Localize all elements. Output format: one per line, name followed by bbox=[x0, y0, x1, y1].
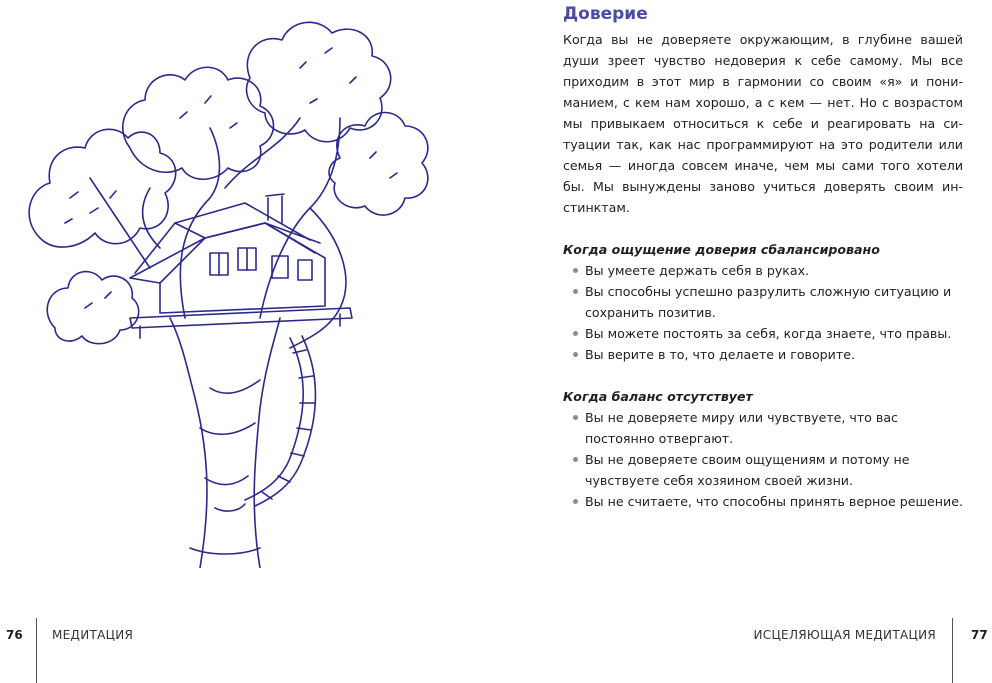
footer-left bbox=[0, 618, 200, 683]
unbalanced-list bbox=[563, 407, 963, 512]
list-item: Вы умеете держать себя в руках. bbox=[563, 260, 963, 281]
list-item: Вы способны успешно разрулить сложную ситуацию и сохранить позитив. bbox=[563, 281, 963, 323]
footer-divider bbox=[952, 618, 953, 683]
balanced-heading: Когда ощущение доверия сбалансировано bbox=[563, 242, 880, 257]
footer-divider bbox=[36, 618, 37, 683]
list-item: Вы не доверяете своим ощущениям и потому не чувствуете себя хозяином своей жизни. bbox=[563, 449, 963, 491]
footer-right bbox=[700, 618, 992, 683]
right-section-label: ИСЦЕЛЯЮЩАЯ МЕДИТАЦИЯ bbox=[753, 628, 936, 642]
right-page-number: 77 bbox=[971, 628, 988, 642]
list-item: Вы не доверяете миру или чувствуете, что вас постоянно отвергают. bbox=[563, 407, 963, 449]
list-item: Вы верите в то, что делаете и говорите. bbox=[563, 344, 963, 365]
left-page-number: 76 bbox=[6, 628, 23, 642]
list-item: Вы не считаете, что способны принять верное решение. bbox=[563, 491, 963, 512]
list-item: Вы можете постоять за себя, когда знаете, что правы. bbox=[563, 323, 963, 344]
unbalanced-heading: Когда баланс отсутствует bbox=[563, 389, 753, 404]
left-section-label: МЕДИТАЦИЯ bbox=[52, 628, 134, 642]
balanced-list bbox=[563, 260, 963, 365]
treehouse-illustration-icon bbox=[10, 8, 450, 568]
intro-paragraph: Когда вы не доверяете окружающим, в глубине вашей души зреет чувство недоверия к себе самому. Мы все приходим в этот мир в гармонии со своим «я» и пониманием, с кем нам хорошо, а с кем — нет. Но с возрастом мы привыкаем относиться к себе и реагировать на ситуации так, как нас программируют на это родители или семья — иногда совсем иначе, чем мы сами того хотели бы. Мы вынуждены заново учиться доверять своим инстинктам. bbox=[563, 32, 963, 215]
page-title: Доверие bbox=[563, 4, 648, 24]
right-page-content bbox=[563, 0, 963, 512]
